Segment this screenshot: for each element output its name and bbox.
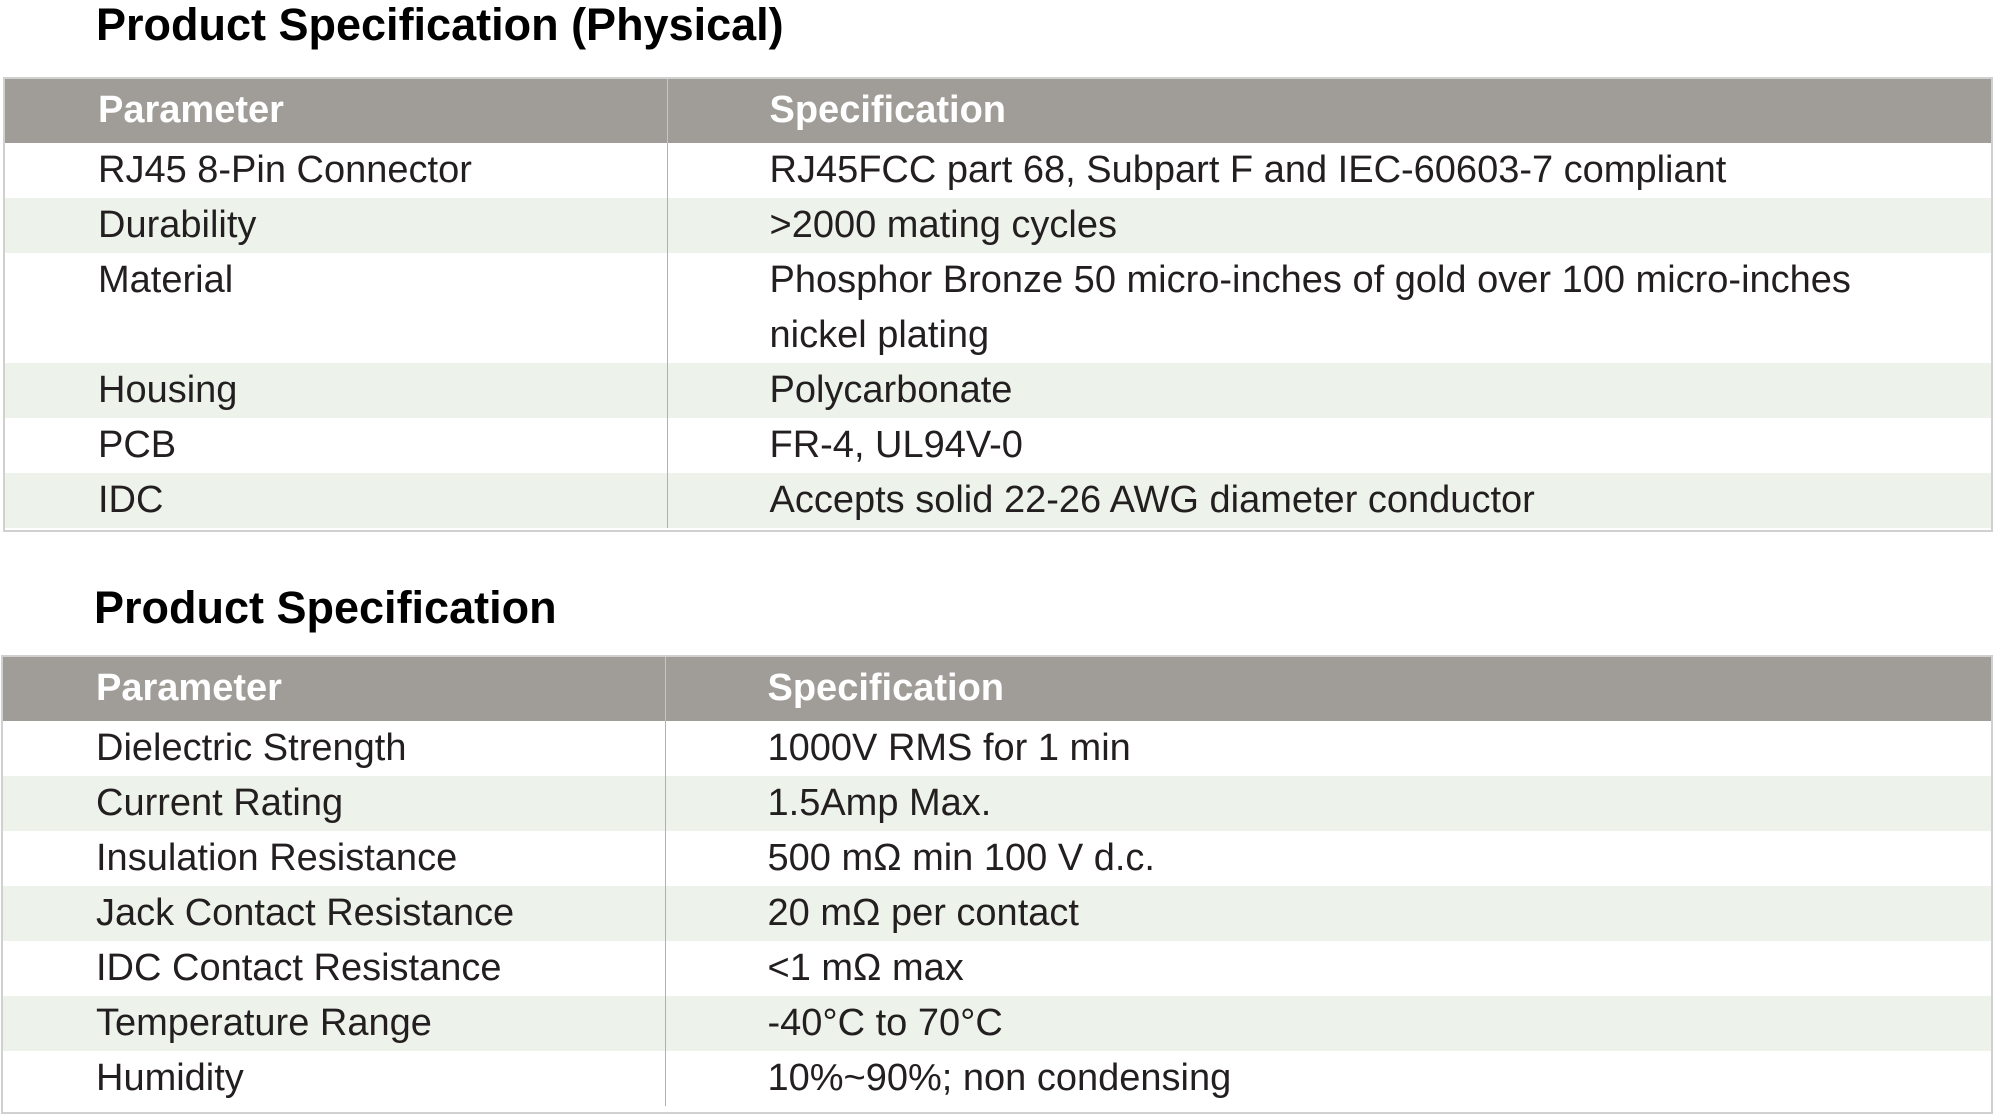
table-header-row (5, 78, 1993, 143)
table-row (3, 941, 1993, 996)
electrical-section-title: Product Specification (94, 582, 557, 633)
table-row (5, 198, 1993, 253)
parameter-cell: Material (5, 253, 667, 363)
specification-cell: RJ45FCC part 68, Subpart F and IEC-60603-7 compliant (769, 149, 1727, 191)
table-row (3, 721, 1993, 776)
specification-cell: -40°C to 70°C (665, 996, 1993, 1051)
specification-column-header: Specification (665, 656, 1993, 721)
specification-cell: <1 mΩ max (767, 947, 964, 989)
parameter-cell: Insulation Resistance (3, 831, 665, 886)
parameter-cell: RJ45 8-Pin Connector (5, 143, 667, 198)
table-row (5, 473, 1993, 528)
parameter-cell: Jack Contact Resistance (3, 886, 665, 941)
specification-cell: FR-4, UL94V-0 (769, 424, 1023, 466)
table-row (3, 996, 1993, 1051)
specification-cell: 500 mΩ min 100 V d.c. (767, 837, 1155, 879)
specification-cell: 10%~90%; non condensing (767, 1057, 1232, 1099)
table-row (5, 253, 1993, 363)
specification-cell: >2000 mating cycles (667, 198, 1993, 253)
parameter-cell: Current Rating (3, 776, 665, 831)
table-row (3, 886, 1993, 941)
parameter-cell: Housing (5, 363, 667, 418)
physical-spec-table (5, 78, 1993, 528)
parameter-column-header: Parameter (5, 78, 667, 143)
table-header-row (3, 656, 1993, 721)
specification-cell: Accepts solid 22-26 AWG diameter conductor (667, 473, 1993, 528)
parameter-cell: PCB (5, 418, 667, 473)
specification-column-header: Specification (667, 78, 1993, 143)
table-row (5, 143, 1993, 198)
specification-cell: Phosphor Bronze 50 micro-inches of gold over 100 micro-inches nickel plating (769, 259, 1851, 356)
parameter-cell: Durability (5, 198, 667, 253)
table-row (3, 1051, 1993, 1106)
specification-cell: 20 mΩ per contact (665, 886, 1993, 941)
parameter-cell: Temperature Range (3, 996, 665, 1051)
table-row (5, 363, 1993, 418)
specification-cell: 1000V RMS for 1 min (767, 727, 1131, 769)
parameter-column-header: Parameter (3, 656, 665, 721)
physical-section-title: Product Specification (Physical) (96, 0, 784, 50)
table-row (3, 831, 1993, 886)
specification-cell: Polycarbonate (667, 363, 1993, 418)
table-row (5, 418, 1993, 473)
specification-cell: 1.5Amp Max. (665, 776, 1993, 831)
electrical-spec-table (3, 656, 1993, 1106)
parameter-cell: IDC Contact Resistance (3, 941, 665, 996)
table-row (3, 776, 1993, 831)
parameter-cell: Humidity (3, 1051, 665, 1106)
parameter-cell: Dielectric Strength (3, 721, 665, 776)
parameter-cell: IDC (5, 473, 667, 528)
